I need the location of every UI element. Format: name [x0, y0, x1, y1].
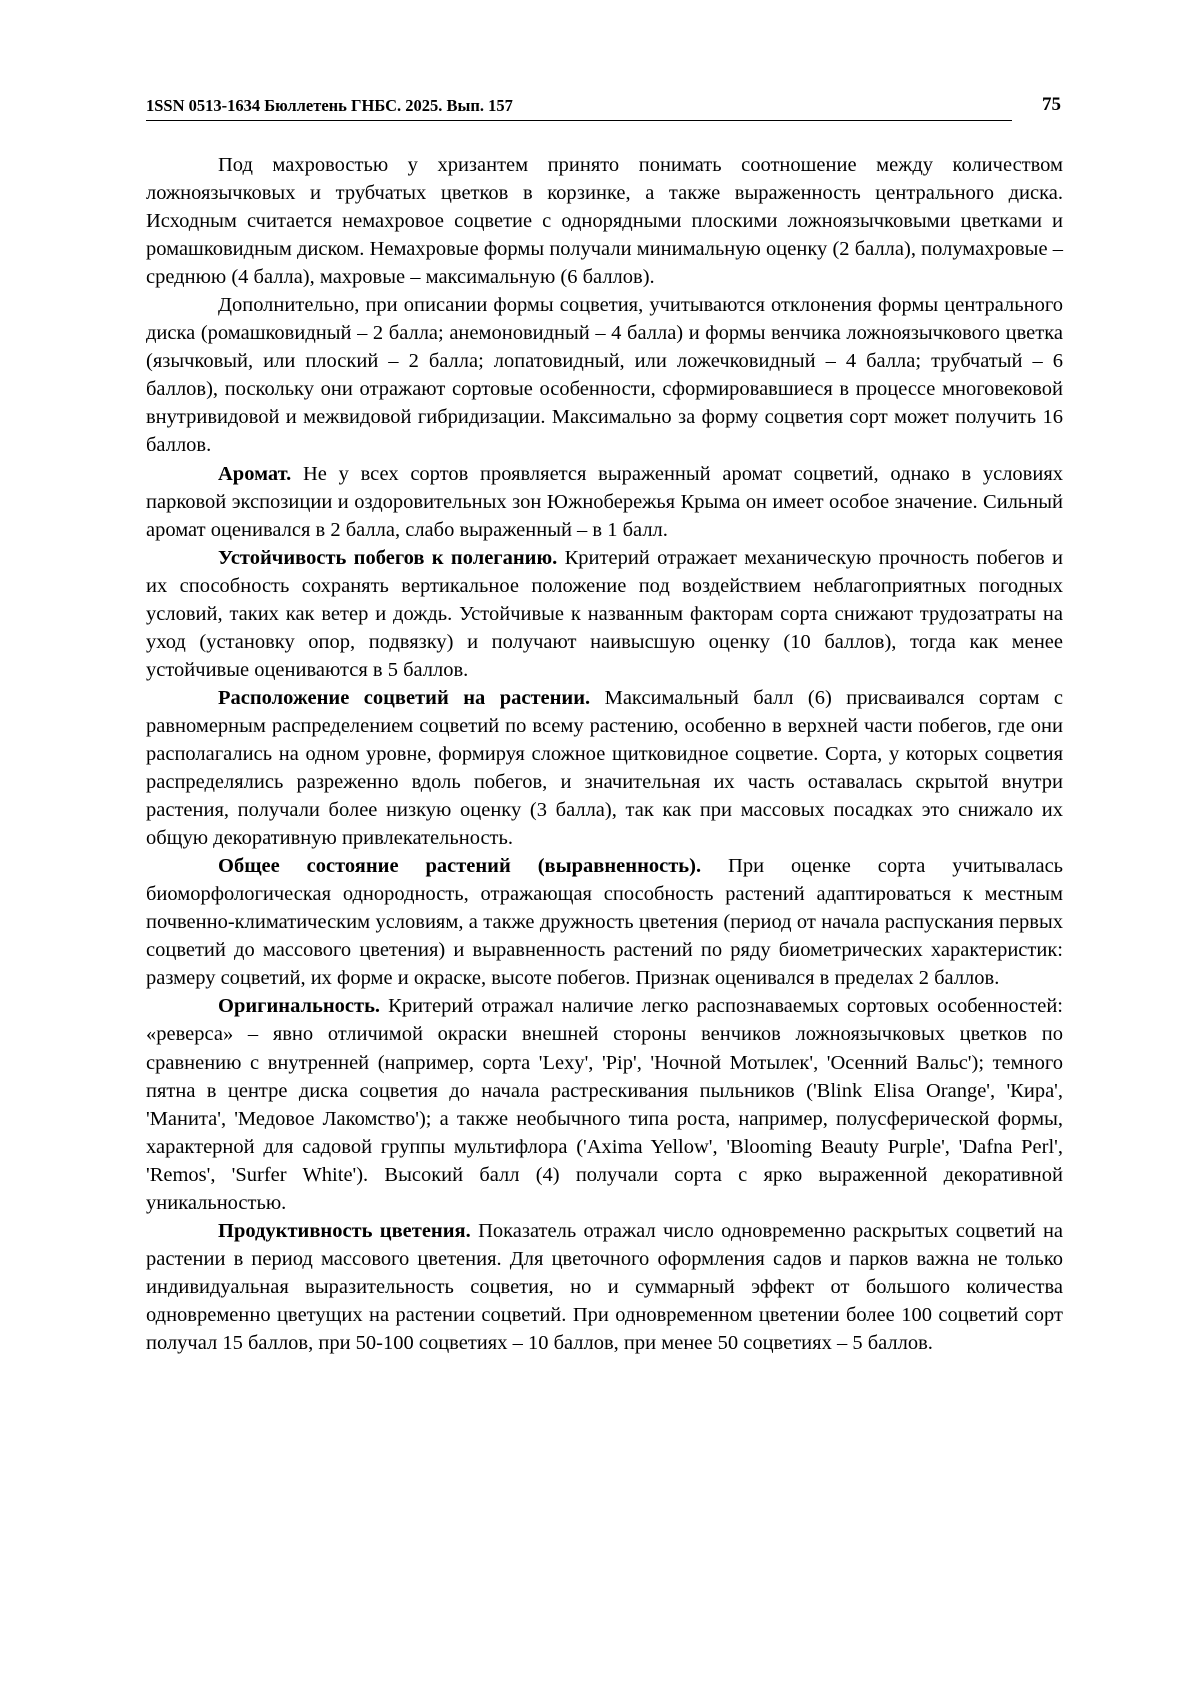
- paragraph-text: Критерий отражает механическую прочность побегов и их способность сохранять вертикальное положение под воздействием неблагоприятных погодных условий, таких как ветер и дождь. Устойчивые к названным факторам сорта снижают трудозатраты на уход (установку опор, подвязку) и получают наивысшую оценку (10 баллов), тогда как менее устойчивые оцениваются в 5 баллов.: [146, 546, 1064, 681]
- header-rule: [146, 120, 1012, 121]
- paragraph-text: Критерий отражал наличие легко распознаваемых сортовых особенностей: «реверса» – явно отличимой окраски внешней стороны венчиков ложноязычковых цветков по сравнению с внутренней (например, сорта 'Lexy', 'Pip', 'Ночной Мотылек', 'Осенний Вальс'); темного пятна в центре диска соцветия до начала растрескивания пыльников ('Blink Elisa Orange', 'Кира', 'Манита', 'Медовое Лакомство'); а также необычного типа роста, например, полусферической формы, характерной для садовой группы мультифлора ('Axima Yellow', 'Blooming Beauty Purple', 'Dafna Perl', 'Remos', 'Surfer White'). Высокий балл (4) получали сорта с ярко выраженной декоративной уникальностью.: [146, 995, 1063, 1214]
- paragraph-doubleness: [146, 151, 1063, 291]
- paragraph-aroma: [146, 460, 1063, 544]
- paragraph-lead: Общее состояние растений (выравненность).: [218, 855, 702, 878]
- paragraph-lead: Оригинальность.: [218, 995, 381, 1018]
- paragraph-text: При оценке сорта учитывалась биоморфологическая однородность, отражающая способность растений адаптироваться к местным почвенно-климатическим условиям, а также дружность цветения (период от начала распускания первых соцветий до массового цветения) и выравненность растений по ряду биометрических характеристик: размеру соцветий, их форме и окраске, высоте побегов. Признак оценивался в пределах 2 баллов.: [146, 855, 1064, 990]
- paragraph-inflorescence-arrangement: [146, 684, 1063, 852]
- paragraph-originality: [146, 992, 1063, 1216]
- paragraph-text: Под махровостью у хризантем принято понимать соотношение между количеством ложноязычковых и трубчатых цветков в корзинке, а также выраженность центрального диска. Исходным считается немахровое соцветие с однорядными плоскими ложноязычковыми цветками и ромашковидным диском. Немахровые формы получали минимальную оценку (2 балла), полумахровые – среднюю (4 балла), махровые – максимальную (6 баллов).: [146, 154, 1063, 289]
- paragraph-lead: Продуктивность цветения.: [218, 1219, 471, 1242]
- paragraph-text: Не у всех сортов проявляется выраженный аромат соцветий, однако в условиях парковой экспозиции и оздоровительных зон Южнобережья Крыма он имеет особое значение. Сильный аромат оценивался в 2 балла, слабо выраженный – в 1 балл.: [146, 462, 1064, 541]
- paragraph-text: Показатель отражал число одновременно раскрытых соцветий на растении в период массового цветения. Для цветочного оформления садов и парков важна не только индивидуальная выразительность соцветия, но и суммарный эффект от большого количества одновременно цветущих на растении соцветий. При одновременном цветении более 100 соцветий сорт получал 15 баллов, при 50-100 соцветиях – 10 баллов, при менее 50 соцветиях – 5 баллов.: [146, 1219, 1064, 1354]
- paragraph-text: Дополнительно, при описании формы соцветия, учитываются отклонения формы центрального диска (ромашковидный – 2 балла; анемоновидный – 4 балла) и формы венчика ложноязычкового цветка (язычковый, или плоский – 2 балла; лопатовидный, или ложечковидный – 4 балла; трубчатый – 6 баллов), поскольку они отражают сортовые особенности, сформировавшиеся в процессе многовековой внутривидовой и межвидовой гибридизации. Максимально за форму соцветия сорт может получить 16 баллов.: [146, 294, 1063, 457]
- paragraph-lead: Устойчивость побегов к полеганию.: [218, 546, 558, 569]
- page-number: 75: [1042, 94, 1061, 115]
- paragraph-inflorescence-form: [146, 291, 1063, 459]
- paragraph-lead: Расположение соцветий на растении.: [218, 686, 591, 709]
- paragraph-lead: Аромат.: [218, 462, 292, 485]
- page-header: [146, 96, 1061, 124]
- paragraph-text: Максимальный балл (6) присваивался сортам с равномерным распределением соцветий по всему растению, особенно в верхней части побегов, где они располагались на одном уровне, формируя сложное щитковидное соцветие. Сорта, у которых соцветия распределялись разреженно вдоль побегов, и значительная их часть оставалась скрытой внутри растения, получали более низкую оценку (3 балла), так как при массовых посадках это снижало их общую декоративную привлекательность.: [146, 686, 1064, 850]
- paragraph-general-condition: [146, 852, 1063, 992]
- paragraph-lodging-resistance: [146, 544, 1063, 684]
- running-head: 1SSN 0513-1634 Бюллетень ГНБС. 2025. Вып. 157: [146, 96, 513, 115]
- paragraph-flowering-productivity: [146, 1217, 1063, 1357]
- article-body: [146, 151, 1063, 1357]
